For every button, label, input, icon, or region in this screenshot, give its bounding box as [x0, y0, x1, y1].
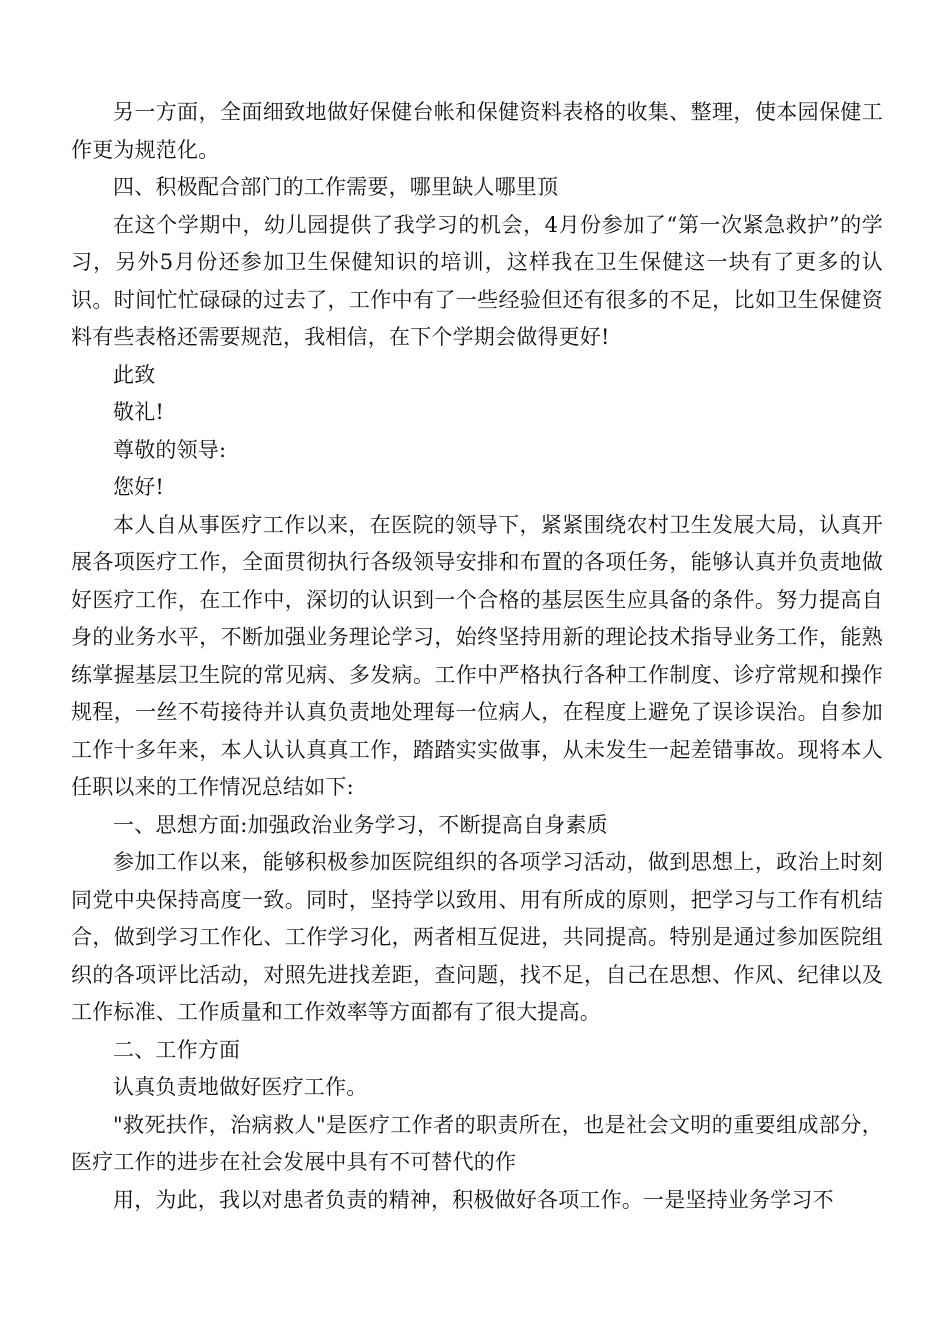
paragraph: 另一方面，全面细致地做好保健台帐和保健资料表格的收集、整理，使本园保健工作更为规范化。 [71, 100, 883, 162]
section-heading-two: 二、工作方面 [113, 1037, 241, 1062]
section-heading-four: 四、积极配合部门的工作需要，哪里缺人哪里顶 [113, 175, 559, 199]
document-body [71, 94, 883, 1219]
closing-line: 此致 [113, 362, 156, 387]
paragraph: 认真负责地做好医疗工作。 [113, 1075, 368, 1099]
paragraph: 用，为此，我以对患者负责的精神，积极做好各项工作。一是坚持业务学习不 [113, 1187, 834, 1212]
greeting: 您好! [113, 475, 165, 499]
closing-salute: 敬礼! [113, 400, 165, 424]
paragraph: 本人自从事医疗工作以来，在医院的领导下，紧紧围绕农村卫生发展大局，认真开展各项医疗工作，全面贯彻执行各级领导安排和布置的各项任务，能够认真并负责地做好医疗工作，在工作中，深切的认识到一个合格的基层医生应具备的条件。努力提高自身的业务水平，不断加强业务理论学习，始终坚持用新的理论技术指导业务工作，能熟练掌握基层卫生院的常见病、多发病。工作中严格执行各种工作制度、诊疗常规和操作规程，一丝不苟接待并认真负责地处理每一位病人，在程度上避免了误诊误治。自参加工作十多年来，本人认认真真工作，踏踏实实做事，从未发生一起差错事故。现将本人任职以来的工作情况总结如下: [71, 512, 883, 799]
paragraph: 参加工作以来，能够积极参加医院组织的各项学习活动，做到思想上，政治上时刻同党中央保持高度一致。同时，坚持学以致用、用有所成的原则，把学习与工作有机结合，做到学习工作化、工作学习化，两者相互促进，共同提高。特别是通过参加医院组织的各项评比活动，对照先进找差距，查问题，找不足，自己在思想、作风、纪律以及工作标准、工作质量和工作效率等方面都有了很大提高。 [71, 850, 883, 1024]
paragraph: "救死扶作，治病救人"是医疗工作者的职责所在，也是社会文明的重要组成部分，医疗工作的进步在社会发展中具有不可替代的作 [71, 1112, 883, 1174]
paragraph: 在这个学期中，幼儿园提供了我学习的机会，4月份参加了“第一次紧急救护”的学习，另外5月份还参加卫生保健知识的培训，这样我在卫生保健这一块有了更多的认识。时间忙忙碌碌的过去了，工作中有了一些经验但还有很多的不足，比如卫生保健资料有些表格还需要规范，我相信，在下个学期会做得更好! [71, 212, 883, 349]
section-heading-one: 一、思想方面:加强政治业务学习，不断提高自身素质 [113, 812, 608, 837]
salutation: 尊敬的领导: [113, 437, 227, 462]
